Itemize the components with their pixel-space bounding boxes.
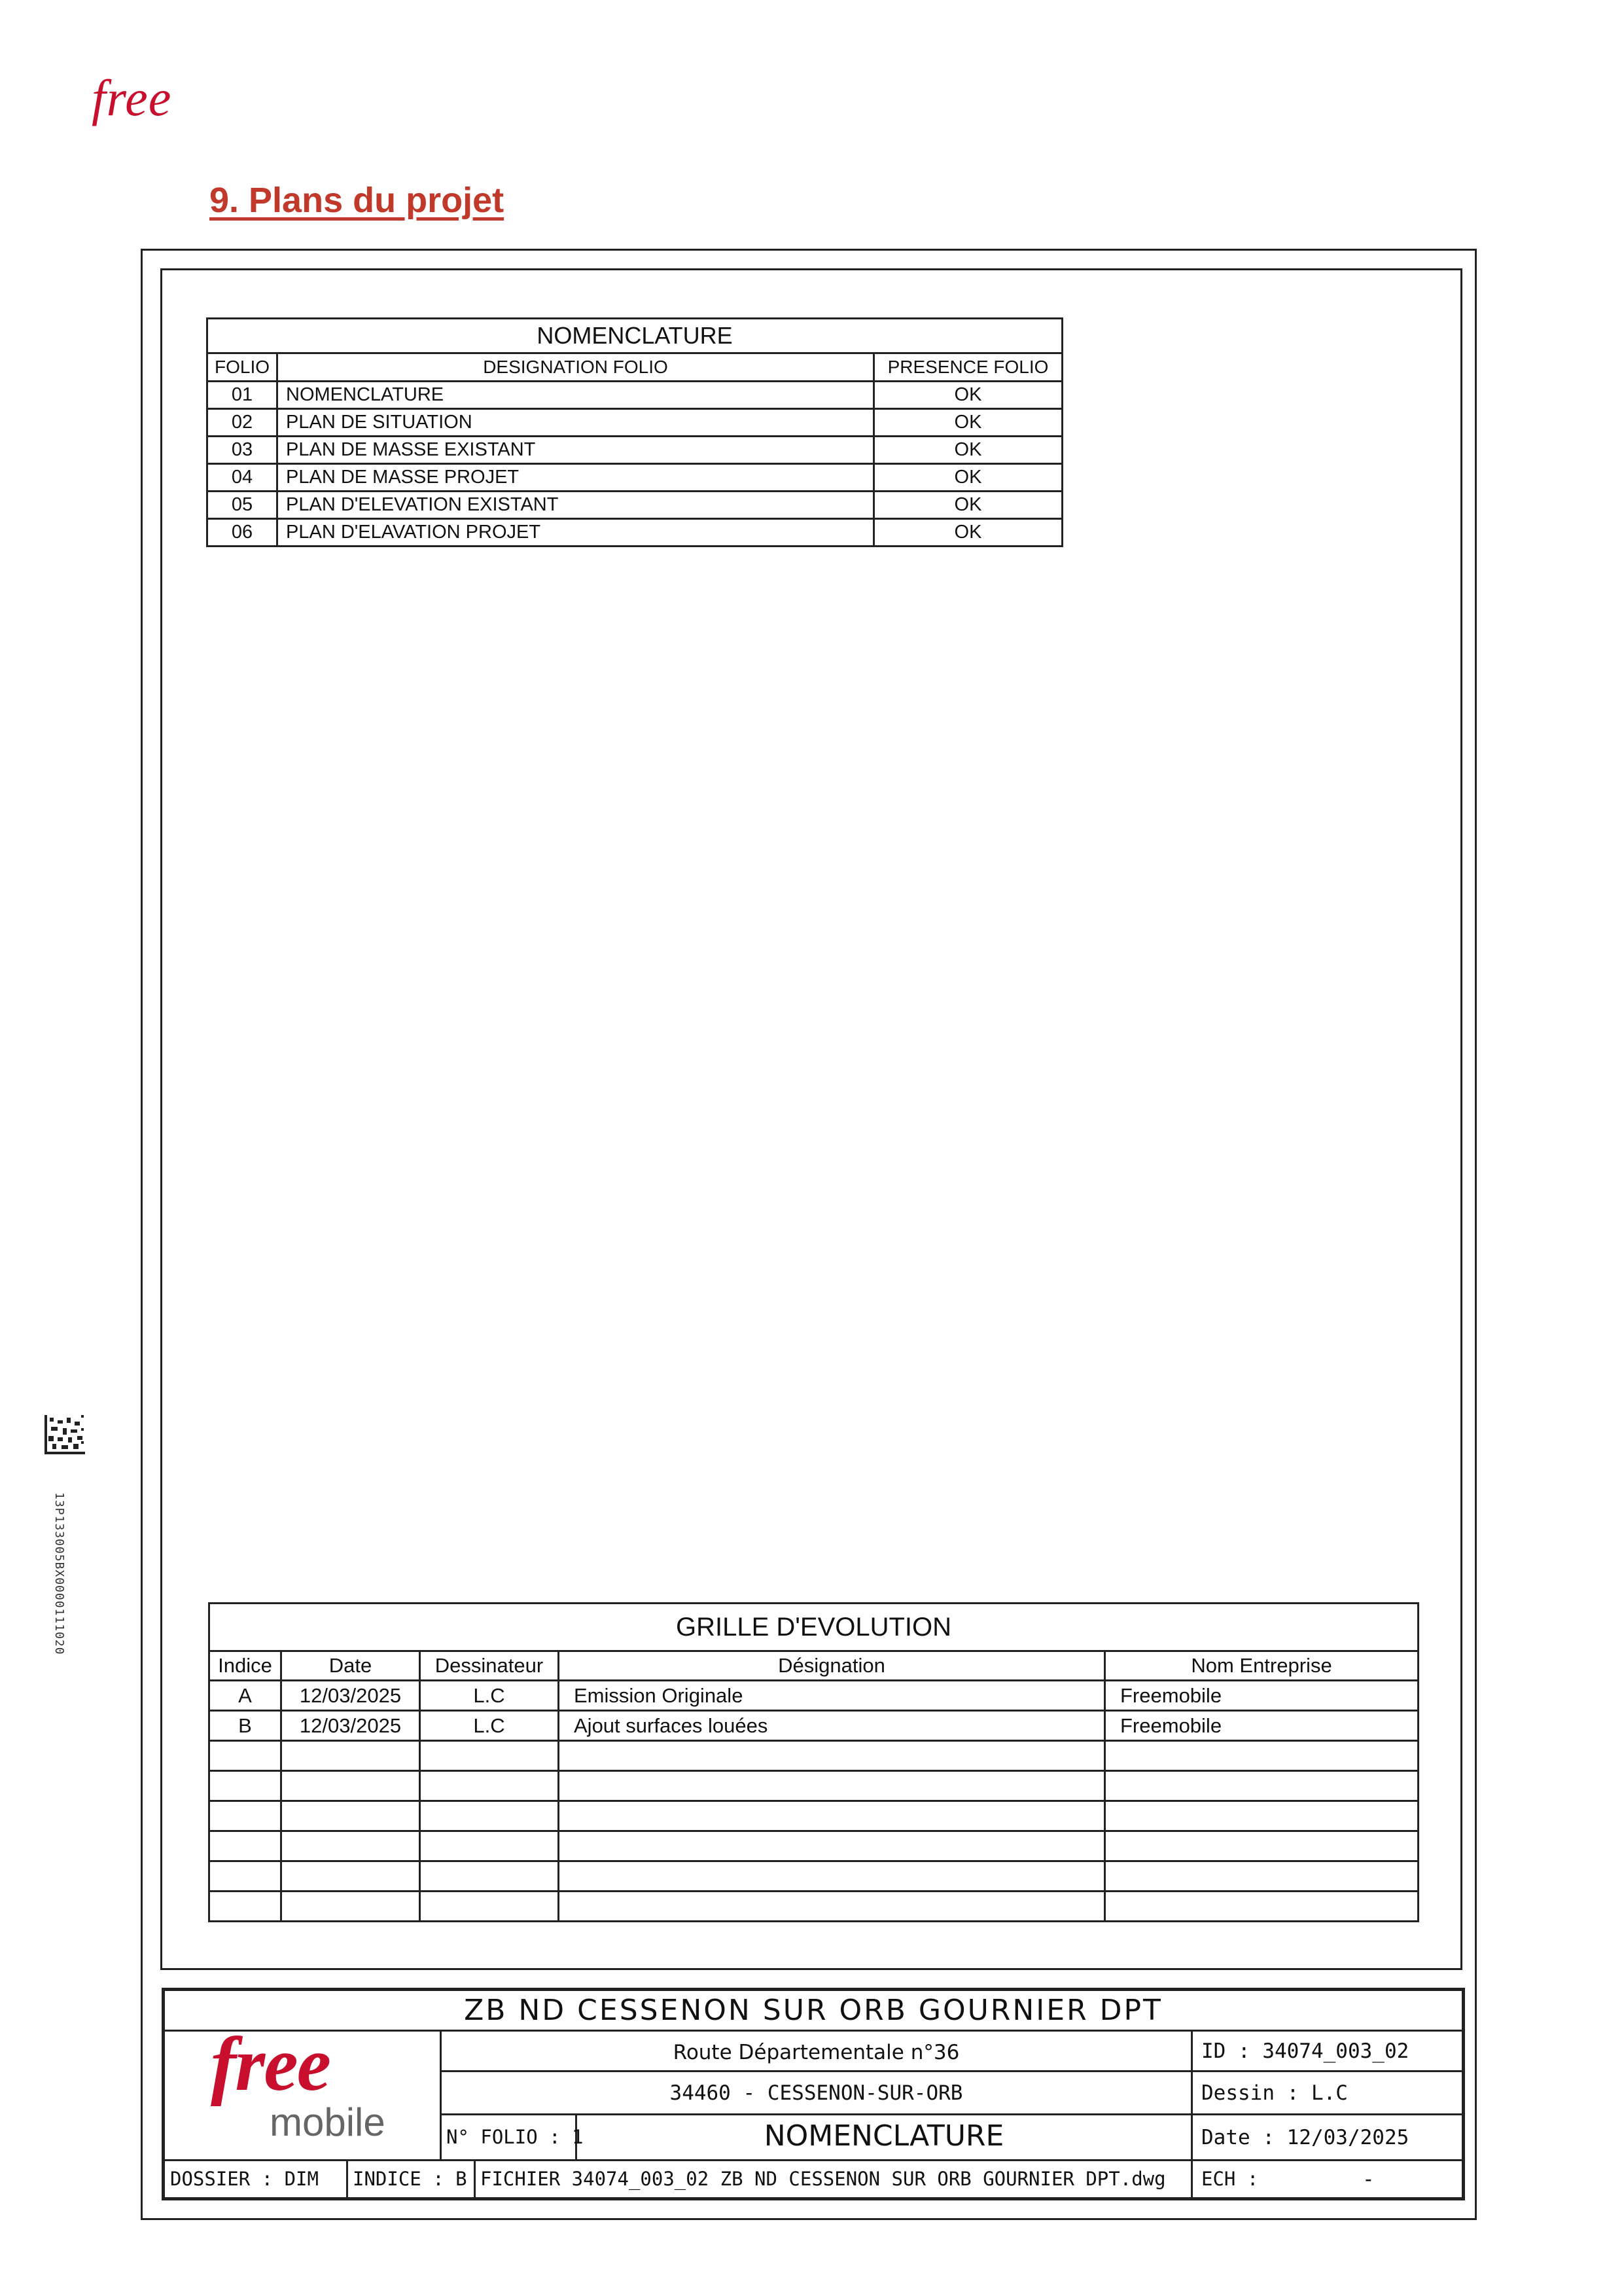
column-header: PRESENCE FOLIO [874, 353, 1063, 382]
folio-cell: 05 [207, 492, 277, 519]
designation-cell [559, 1831, 1105, 1861]
table-row [209, 1681, 1419, 1711]
designation-cell [559, 1741, 1105, 1771]
table-row [209, 1801, 1419, 1831]
table-row [209, 1771, 1419, 1801]
entreprise-cell [1105, 1861, 1419, 1892]
nomenclature-title: NOMENCLATURE [207, 319, 1063, 353]
drawn-by: Dessin : L.C [1201, 2081, 1348, 2105]
entreprise-cell: Freemobile [1105, 1681, 1419, 1711]
designation-cell: PLAN DE MASSE EXISTANT [277, 437, 874, 464]
dessinateur-cell [420, 1892, 559, 1922]
column-header: Date [281, 1651, 420, 1681]
title-block [162, 1988, 1465, 2200]
presence-cell: OK [874, 492, 1063, 519]
sheet-title: NOMENCLATURE [764, 2119, 1004, 2153]
designation-cell: Emission Originale [559, 1681, 1105, 1711]
table-row [209, 1831, 1419, 1861]
dessinateur-cell [420, 1831, 559, 1861]
scale-label: ECH : [1201, 2168, 1259, 2190]
project-name: ZB ND CESSENON SUR ORB GOURNIER DPT [464, 1994, 1163, 2027]
table-row [207, 519, 1063, 547]
indice-cell [209, 1771, 281, 1801]
presence-cell: OK [874, 437, 1063, 464]
margin-code: 13P133005BX0000111020 [52, 1492, 66, 1655]
entreprise-cell [1105, 1801, 1419, 1831]
column-header: Dessinateur [420, 1651, 559, 1681]
designation-cell: PLAN D'ELAVATION PROJET [277, 519, 874, 547]
indice-cell [209, 1831, 281, 1861]
designation-cell [559, 1771, 1105, 1801]
table-row [209, 1741, 1419, 1771]
date-cell [281, 1741, 420, 1771]
scale-value: - [1362, 2168, 1375, 2191]
dessinateur-cell: L.C [420, 1681, 559, 1711]
indice-cell [209, 1861, 281, 1892]
indice-cell: B [209, 1711, 281, 1741]
date-cell: 12/03/2025 [281, 1681, 420, 1711]
entreprise-cell [1105, 1892, 1419, 1922]
indice-cell: A [209, 1681, 281, 1711]
designation-cell [559, 1892, 1105, 1922]
dossier-field: DOSSIER : DIM [170, 2168, 319, 2190]
designation-cell: NOMENCLATURE [277, 382, 874, 409]
section-title: 9. Plans du projet [209, 181, 504, 220]
designation-cell: Ajout surfaces louées [559, 1711, 1105, 1741]
column-header: DESIGNATION FOLIO [277, 353, 874, 382]
indice-field: INDICE : B [353, 2168, 467, 2190]
designation-cell: PLAN D'ELEVATION EXISTANT [277, 492, 874, 519]
dessinateur-cell [420, 1861, 559, 1892]
presence-cell: OK [874, 409, 1063, 437]
date-cell [281, 1771, 420, 1801]
table-row [207, 437, 1063, 464]
file-name: FICHIER 34074_003_02 ZB ND CESSENON SUR ORB GOURNIER DPT.dwg [480, 2168, 1166, 2190]
entreprise-cell [1105, 1741, 1419, 1771]
column-header: FOLIO [207, 353, 277, 382]
evolution-title: GRILLE D'EVOLUTION [209, 1604, 1419, 1651]
table-row [209, 1711, 1419, 1741]
designation-cell: PLAN DE MASSE PROJET [277, 464, 874, 492]
table-row [207, 464, 1063, 492]
column-header: Désignation [559, 1651, 1105, 1681]
dessinateur-cell [420, 1771, 559, 1801]
date-cell [281, 1861, 420, 1892]
logo-mobile-word: mobile [270, 2100, 385, 2144]
indice-cell [209, 1892, 281, 1922]
date-cell [281, 1801, 420, 1831]
drawing-id: ID : 34074_003_02 [1201, 2039, 1409, 2063]
date-cell [281, 1892, 420, 1922]
column-header: Nom Entreprise [1105, 1651, 1419, 1681]
address-line-1: Route Départementale n°36 [673, 2041, 960, 2064]
datamatrix-barcode [44, 1415, 85, 1454]
logo-free-word: free [211, 2021, 330, 2107]
column-header: Indice [209, 1651, 281, 1681]
dessinateur-cell [420, 1741, 559, 1771]
entreprise-cell [1105, 1771, 1419, 1801]
free-logo: free [92, 69, 172, 126]
drawing-date: Date : 12/03/2025 [1201, 2126, 1409, 2149]
table-row [209, 1861, 1419, 1892]
entreprise-cell: Freemobile [1105, 1711, 1419, 1741]
table-row [207, 492, 1063, 519]
presence-cell: OK [874, 519, 1063, 547]
folio-cell: 06 [207, 519, 277, 547]
evolution-table [208, 1602, 1419, 1922]
date-cell [281, 1831, 420, 1861]
folio-cell: 02 [207, 409, 277, 437]
table-row [209, 1892, 1419, 1922]
designation-cell [559, 1861, 1105, 1892]
entreprise-cell [1105, 1831, 1419, 1861]
dessinateur-cell: L.C [420, 1711, 559, 1741]
nomenclature-table [206, 317, 1063, 547]
designation-cell [559, 1801, 1105, 1831]
designation-cell: PLAN DE SITUATION [277, 409, 874, 437]
folio-number: N° FOLIO : 1 [446, 2126, 584, 2148]
dessinateur-cell [420, 1801, 559, 1831]
indice-cell [209, 1801, 281, 1831]
folio-cell: 04 [207, 464, 277, 492]
presence-cell: OK [874, 464, 1063, 492]
folio-cell: 01 [207, 382, 277, 409]
table-row [207, 409, 1063, 437]
address-line-2: 34460 - CESSENON-SUR-ORB [669, 2081, 963, 2105]
presence-cell: OK [874, 382, 1063, 409]
indice-cell [209, 1741, 281, 1771]
folio-cell: 03 [207, 437, 277, 464]
table-row [207, 382, 1063, 409]
free-mobile-logo [191, 2021, 427, 2156]
date-cell: 12/03/2025 [281, 1711, 420, 1741]
